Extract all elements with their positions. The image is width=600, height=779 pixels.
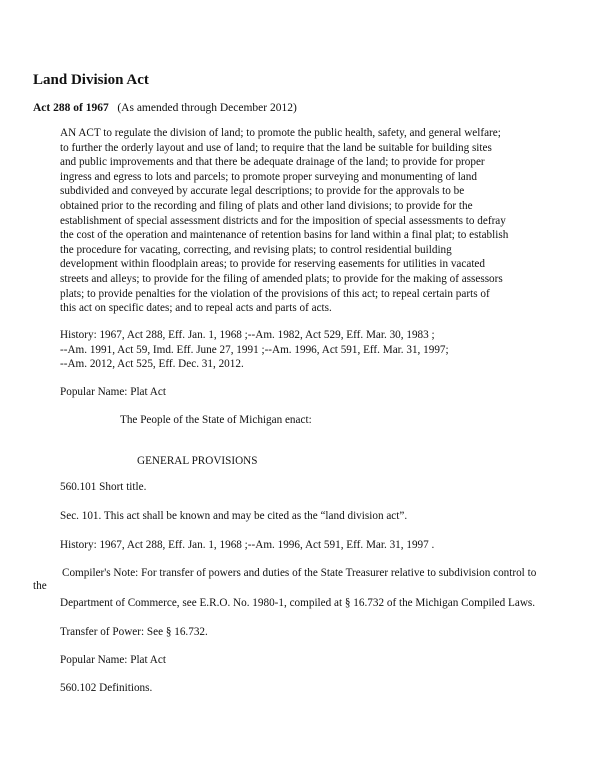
section-560-102-heading: 560.102 Definitions. [60, 682, 153, 694]
preamble-line: AN ACT to regulate the division of land; to promote the public health, safety, and general welfare; [60, 127, 501, 139]
history-line: History: 1967, Act 288, Eff. Jan. 1, 1968 ;--Am. 1982, Act 529, Eff. Mar. 30, 1983 ; [60, 329, 435, 341]
act-history [60, 328, 449, 372]
section-560-101-heading: 560.101 Short title. [60, 481, 147, 493]
preamble-line: the procedure for vacating, correcting, and revising plats; to control residential building [60, 243, 452, 256]
preamble-line: to further the orderly layout and use of land; to require that the land be suitable for building sites [60, 141, 492, 154]
history-line: --Am. 1991, Act 59, Imd. Eff. June 27, 1991 ;--Am. 1996, Act 591, Eff. Mar. 31, 1997; [60, 343, 449, 356]
compilers-note-line-1: Compiler's Note: For transfer of powers and duties of the State Treasurer relative to subdivision control to [62, 567, 537, 579]
preamble-line: the cost of the operation and maintenance of retention basins for land within a final plat; to establish [60, 229, 509, 242]
preamble-line: plats; to provide penalties for the violation of the provisions of this act; to repeal certain parts of [60, 287, 490, 300]
popular-name: Popular Name: Plat Act [60, 386, 166, 398]
compilers-note-orphan-word: the [33, 580, 47, 592]
section-heading-general-provisions: GENERAL PROVISIONS [137, 455, 258, 467]
popular-name-2: Popular Name: Plat Act [60, 654, 166, 666]
act-preamble [60, 126, 565, 316]
act-number: Act 288 of 1967 [33, 102, 109, 114]
history-line: --Am. 2012, Act 525, Eff. Dec. 31, 2012. [60, 358, 244, 371]
section-560-101-history: History: 1967, Act 288, Eff. Jan. 1, 1968 ;--Am. 1996, Act 591, Eff. Mar. 31, 1997 . [60, 539, 435, 551]
preamble-line: streets and alleys; to provide for the filing of amended plats; to provide for the making of assessors [60, 272, 503, 285]
preamble-line: ingress and egress to lots and parcels; to promote proper surveying and monumenting of land [60, 170, 477, 183]
preamble-line: establishment of special assessment districts and for the imposition of special assessments to defray [60, 214, 506, 227]
enacting-clause: The People of the State of Michigan enact: [120, 414, 312, 426]
preamble-line: obtained prior to the recording and filing of plats and other land divisions; to provide for the [60, 199, 473, 212]
amended-note: (As amended through December 2012) [117, 102, 297, 114]
preamble-line: subdivided and conveyed by accurate legal descriptions; to provide for the approvals to be [60, 185, 465, 198]
preamble-line: development within floodplain areas; to provide for reserving easements for utilities in vacated [60, 258, 485, 271]
act-citation [33, 102, 297, 114]
compilers-note-line-2: Department of Commerce, see E.R.O. No. 1980-1, compiled at § 16.732 of the Michigan Compiled Laws. [60, 597, 536, 609]
preamble-line: this act on specific dates; and to repeal acts and parts of acts. [60, 302, 332, 315]
document-title: Land Division Act [33, 72, 149, 88]
preamble-line: and public improvements and that there be adequate drainage of the land; to provide for proper [60, 156, 485, 169]
transfer-of-power: Transfer of Power: See § 16.732. [60, 626, 208, 638]
section-560-101-text: Sec. 101. This act shall be known and may be cited as the “land division act”. [60, 510, 408, 522]
